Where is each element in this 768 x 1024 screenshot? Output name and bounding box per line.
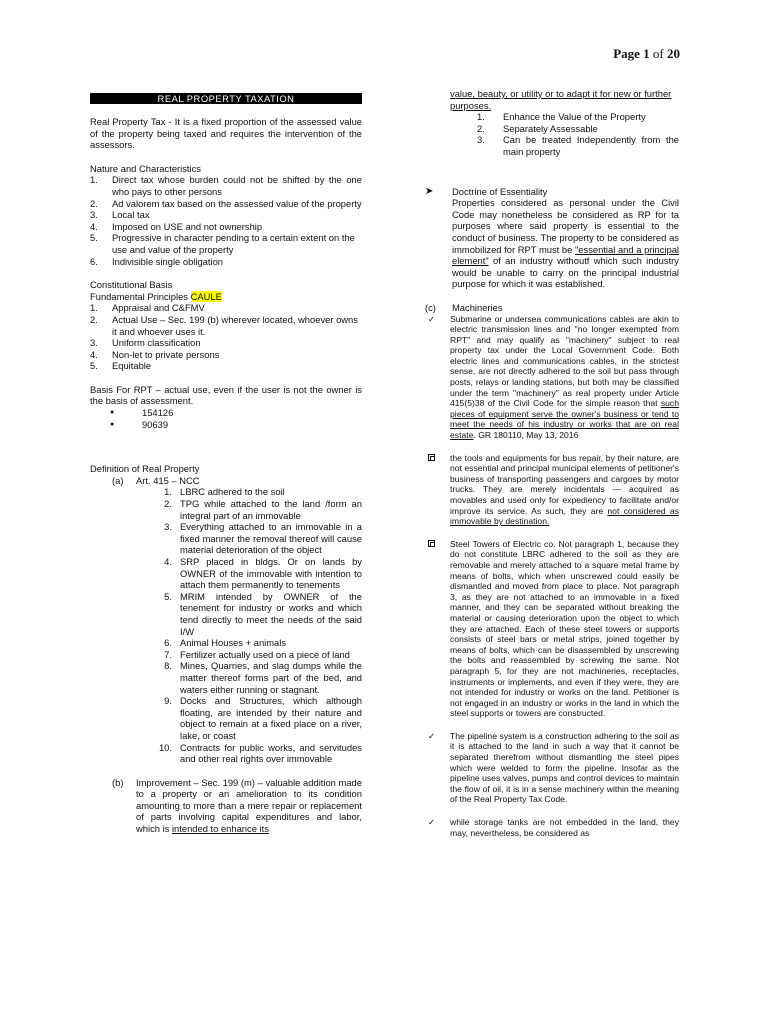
subsection-c: (c) Machineries <box>425 301 503 313</box>
doctrine-heading-row <box>425 186 679 198</box>
list-item: 1. Enhance the Value of the Property <box>477 111 646 123</box>
list-item: 2. Actual Use – Sec. 199 (b) wherever located, whoever owns it and whoever uses it. <box>90 313 358 337</box>
subsection-a: (a) Art. 415 – NCC <box>112 474 200 486</box>
list-item: 2. Ad valorem tax based on the assessed value of the property <box>90 197 362 209</box>
checkmark-icon: ✓ <box>428 313 436 324</box>
list-item: 4. Imposed on USE and not ownership <box>90 220 263 232</box>
definition-heading: Definition of Real Property <box>90 463 200 475</box>
list-item: 5. MRIM intended by OWNER of the tenement for industry or works and which tend directly to meet the needs of the said I/W <box>164 590 362 637</box>
machinery-note: the tools and equipments for bus repair, by their nature, are not essential and principal municipal elements of petitioner's business of transporting passengers and cargoes by motor trucks. They are merely incidentals — acquired as movables and used only for expediency to facilitate and/or improve its service. As such, they are not considered as immovable by destination. <box>425 453 679 527</box>
improvement-criteria-list <box>425 111 679 157</box>
checkmark-icon: ✓ <box>428 817 436 828</box>
improvement-continuation: value, beauty, or utility or to adapt it for new or further purposes. <box>450 88 672 111</box>
list-item: 1. Direct tax whose burden could not be shifted by the one who pays to other persons <box>90 174 362 197</box>
constitutional-heading: Constitutional Basis <box>90 279 173 291</box>
constitutional-list <box>90 302 362 372</box>
page-number: Page 1 of 20 <box>613 46 680 61</box>
left-column <box>90 93 362 835</box>
subsection-b: (b) Improvement – Sec. 199 (m) – valuable addition made to a property or an amelioration to its condition amounting to more than a mere repair or replacement of parts involving capital expenditures and labor, which is intended to enhance its <box>112 776 362 835</box>
list-item: 5. Equitable <box>90 360 152 372</box>
rpt-definition: Real Property Tax - It is a fixed proportion of the assessed value of the property being taxed and requires the intervention of the assessors. <box>90 116 362 151</box>
bullet-item: ● 154126 <box>110 407 174 419</box>
checkmark-icon: ✓ <box>428 730 436 741</box>
fundamental-principles: Fundamental Principles CAULE <box>90 290 222 302</box>
list-item: 4. Non-let to private persons <box>90 348 220 360</box>
art415-list <box>90 486 362 764</box>
nature-heading: Nature and Characteristics <box>90 162 201 174</box>
machinery-note: ✓ while storage tanks are not embedded in the land, they may, nevertheless, be considered as <box>425 817 679 838</box>
boxed-square-icon <box>428 540 435 547</box>
list-item: 10. Contracts for public works, and servitudes and other real rights over immovable <box>158 741 362 765</box>
section-banner: REAL PROPERTY TAXATION <box>90 93 362 104</box>
list-item: 3. Can be treated Independently from the main property <box>477 134 679 157</box>
list-item: 5. Progressive in character pending to a certain extent on the use and value of the property <box>90 232 355 255</box>
list-item: 3. Local tax <box>90 209 150 221</box>
machinery-note: ✓ The pipeline system is a construction adhering to the soil as it is attached to the land in such a way that it cannot be separated therefrom without dismantling the steel pipes which were welded to form the pipeline. Insofar as the pipeline uses valves, pumps and control devices to maintain the flow of oil, it is in a sense machinery within the meaning of the Real Property Tax Code. <box>425 731 679 805</box>
list-item: 4. SRP placed in bldgs. Or on lands by OWNER of the immovable with intention to attach them permanently to tenements <box>164 556 362 591</box>
list-item: 6. Animal Houses + animals <box>164 637 287 649</box>
right-column <box>425 88 679 838</box>
bullet-item: ● 90639 <box>110 418 169 430</box>
boxed-square-icon <box>428 454 435 461</box>
list-item: 2. Separately Assessable <box>477 122 598 134</box>
list-item: 1. LBRC adhered to the soil <box>164 486 285 498</box>
list-item: 8. Mines, Quarries, and slag dumps while the matter thereof forms part of the bed, and waters either running or stagnant. <box>164 660 362 695</box>
machinery-note: Steel Towers of Electric co. Not paragraph 1, because they do not constitute LBRC adhered to the soil as they are removable and merely attached to a square metal frame by means of bolts, which when unscrewed could easily be dismantled and moved from place to place. Not paragraph 3, as they are not attached to an immovable in a fixed manner, and they can be separated without breaking the material or causing deterioration upon the object to which they are attached. Each of these steel towers or supports consists of steel bars or metal strips, joined together by means of bolts, which can be disassembled by unscrewing the bolts and reassembled by screwing the same. Not paragraph 5, for they are not machineries, receptacles, instruments or implements, and even if they were, they are not intended for industry or works on the land. Petitioner is not engaged in an industry or works in the land in which the steel supports or towers are constructed. <box>425 539 679 719</box>
doctrine-paragraph: Properties considered as personal under the Civil Code may nonetheless be considered as RP for ta purposes where said property is essential to the conduct of business. The property to be considered as immobilized for RPT must be "essential and a principal element" of an industry withoutf which such industry would be unable to carry on the principal industrial purpose for which it was established. <box>452 197 679 290</box>
list-item: 2. TPG while attached to the land /form an integral part of an immovable <box>164 498 362 521</box>
list-item: 9. Docks and Structures, which although floating, are intended by their nature and object to remain at a fixed place on a river, lake, or coast <box>164 695 362 741</box>
list-item: 3. Everything attached to an immovable in a fixed manner the removal thereof will cause material deterioration of the object <box>164 521 362 556</box>
nature-list <box>90 174 362 267</box>
arrow-bullet-icon: ➤ <box>425 185 434 197</box>
list-item: 7. Fertilizer actually used on a piece of land <box>164 648 350 660</box>
list-item: 1. Appraisal and C&FMV <box>90 302 205 314</box>
list-item: 3. Uniform classification <box>90 337 201 349</box>
machinery-note: ✓ Submarine or undersea communications cables are akin to electric transmission lines and "no longer exempted from RPT" and may qualify as "machinery" subject to real property tax under the Local Government Code. Both electric lines and communications cables, in the strictest sense, are not directly adhered to the soil but pass through posts, relays or landing stations, but both may be classified under the term "machinery" as real property under Article 415(5)38 of the Civil Code for the simple reason that such pieces of equipment serve the owner's business or tend to meet the needs of his industry or works that are on real estate. GR 180110, May 13, 2016 <box>425 314 679 441</box>
doctrine-heading: Doctrine of Essentiality <box>452 185 548 197</box>
caule-highlight: CAULE <box>190 290 222 302</box>
basis-paragraph: Basis For RPT – actual use, even if the user is not the owner is the basis of assessment. <box>90 383 362 407</box>
list-item: 6. Indivisible single obligation <box>90 255 224 267</box>
